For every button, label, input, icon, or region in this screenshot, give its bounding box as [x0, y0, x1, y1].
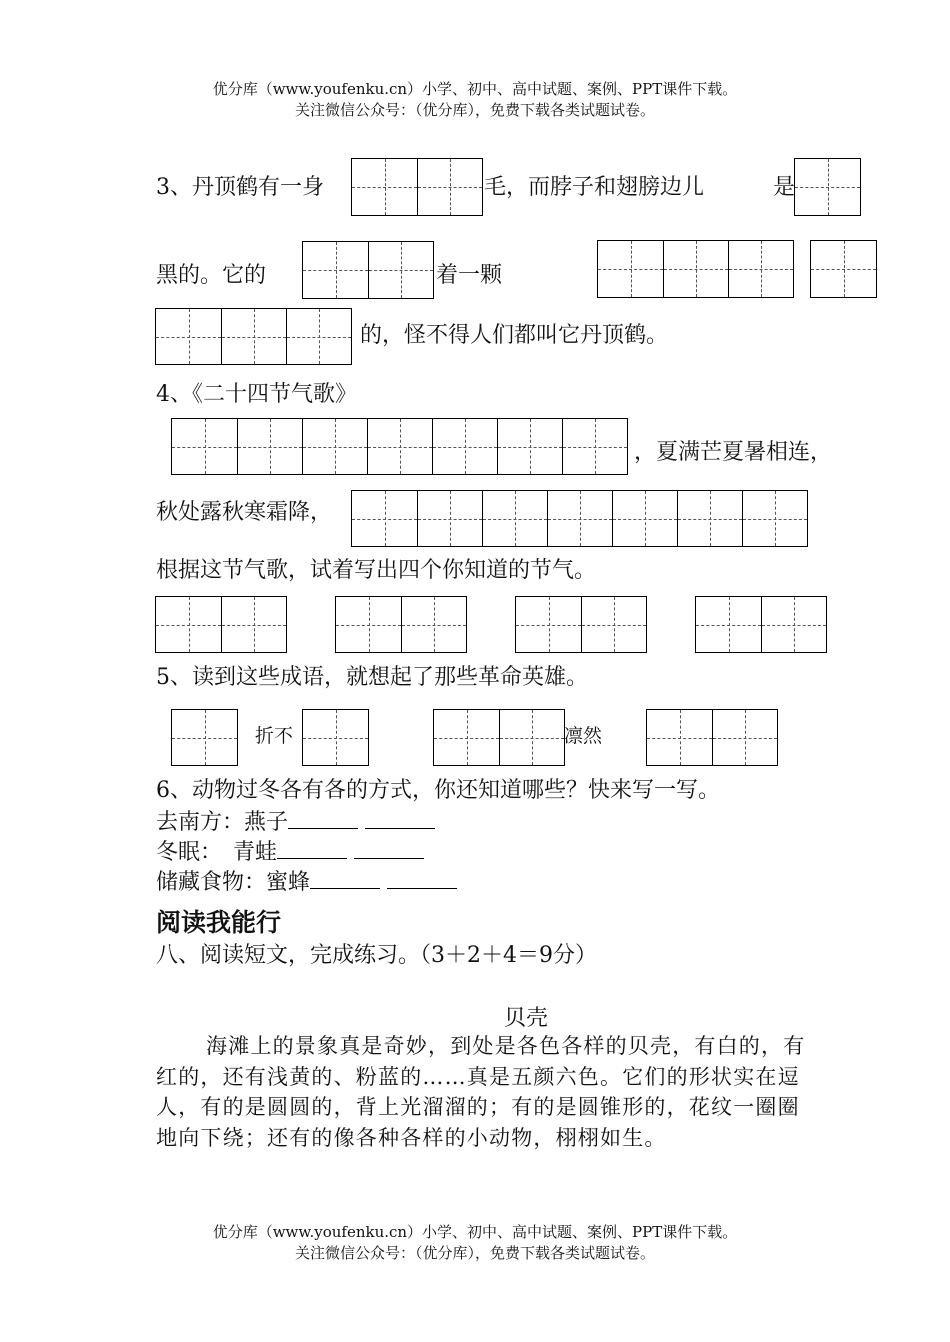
q5-answer-box-2[interactable]	[302, 709, 369, 766]
q3-answer-box-3[interactable]	[302, 241, 434, 299]
q6-line2-blank-2[interactable]	[354, 836, 424, 859]
q3-text-part5: 着一颗	[436, 263, 503, 288]
q3-text-part1: 3、丹顶鹤有一身	[156, 175, 324, 200]
passage-line-4: 地向下绕；还有的像各种各样的小动物，栩栩如生。	[156, 1125, 667, 1150]
q4-title: 4、《二十四节气歌》	[156, 382, 357, 407]
q3-answer-box-1[interactable]	[351, 158, 483, 216]
q4-line1-suffix: ，夏满芒夏暑相连，	[634, 440, 833, 465]
q4-answer-box-2[interactable]	[351, 490, 808, 547]
passage-title: 贝壳	[504, 1006, 549, 1031]
q4-term-box-1[interactable]	[155, 596, 287, 653]
q5-answer-box-4[interactable]	[646, 709, 778, 766]
q3-text-part2: 毛，而脖子和翅膀边儿	[484, 175, 705, 200]
q6-title: 6、动物过冬各有各的方式，你还知道哪些？快来写一写。	[156, 778, 720, 803]
q6-line1-blank-1[interactable]	[288, 806, 358, 829]
q5-answer-box-1[interactable]	[171, 709, 238, 766]
q6-line2-blank-1[interactable]	[277, 836, 347, 859]
passage-line-2: 红的，还有浅黄的、粉蓝的……真是五颜六色。它们的形状实在逗	[156, 1064, 800, 1089]
reading-question: 八、阅读短文，完成练习。（3＋2＋4＝9分）	[156, 943, 597, 968]
reading-section-title: 阅读我能行	[156, 908, 282, 937]
header-line-1: 优分库（www.youfenku.cn）小学、初中、高中试题、案例、PPT课件下载。	[212, 80, 738, 98]
header-line-2: 关注微信公众号：（优分库），免费下载各类试题试卷。	[294, 101, 655, 119]
q3-text-part4: 黑的。它的	[156, 263, 267, 288]
q5-answer-box-3[interactable]	[433, 709, 565, 766]
q4-answer-box-1[interactable]	[171, 418, 628, 475]
q3-answer-box-4[interactable]	[597, 240, 794, 298]
q3-answer-box-2[interactable]	[794, 158, 861, 216]
q4-instruction: 根据这节气歌，试着写出四个你知道的节气。	[156, 558, 597, 583]
q5-label-1: 折不	[255, 725, 294, 747]
q3-text-part6: 的，怪不得人们都叫它丹顶鹤。	[360, 323, 669, 348]
footer-line-2: 关注微信公众号：（优分库），免费下载各类试题试卷。	[294, 1244, 655, 1262]
q6-line2-label: 冬眠： 青蛙	[156, 840, 278, 865]
q4-term-box-4[interactable]	[695, 596, 827, 653]
passage-line-1: 海滩上的景象真是奇妙，到处是各色各样的贝壳，有白的，有	[206, 1034, 806, 1058]
footer-line-1: 优分库（www.youfenku.cn）小学、初中、高中试题、案例、PPT课件下载。	[212, 1223, 738, 1241]
passage-line-3: 人，有的是圆圆的，背上光溜溜的；有的是圆锥形的，花纹一圈圈	[156, 1095, 800, 1119]
q6-line3-label: 储藏食物：蜜蜂	[156, 870, 311, 895]
q6-line3-blank-1[interactable]	[310, 866, 380, 889]
q4-term-box-2[interactable]	[335, 596, 467, 653]
q4-term-box-3[interactable]	[515, 596, 647, 653]
q3-answer-box-5[interactable]	[810, 240, 877, 298]
q6-line3-blank-2[interactable]	[387, 866, 457, 889]
q6-line1-blank-2[interactable]	[365, 806, 435, 829]
q4-line2-prefix: 秋处露秋寒霜降，	[156, 500, 333, 525]
q3-text-part3: 是	[773, 175, 796, 200]
q5-title: 5、读到这些成语，就想起了那些革命英雄。	[156, 665, 588, 690]
q6-line1-label: 去南方：燕子	[156, 810, 289, 835]
q3-answer-box-6[interactable]	[155, 308, 352, 365]
q5-label-2: 凛然	[564, 725, 603, 747]
